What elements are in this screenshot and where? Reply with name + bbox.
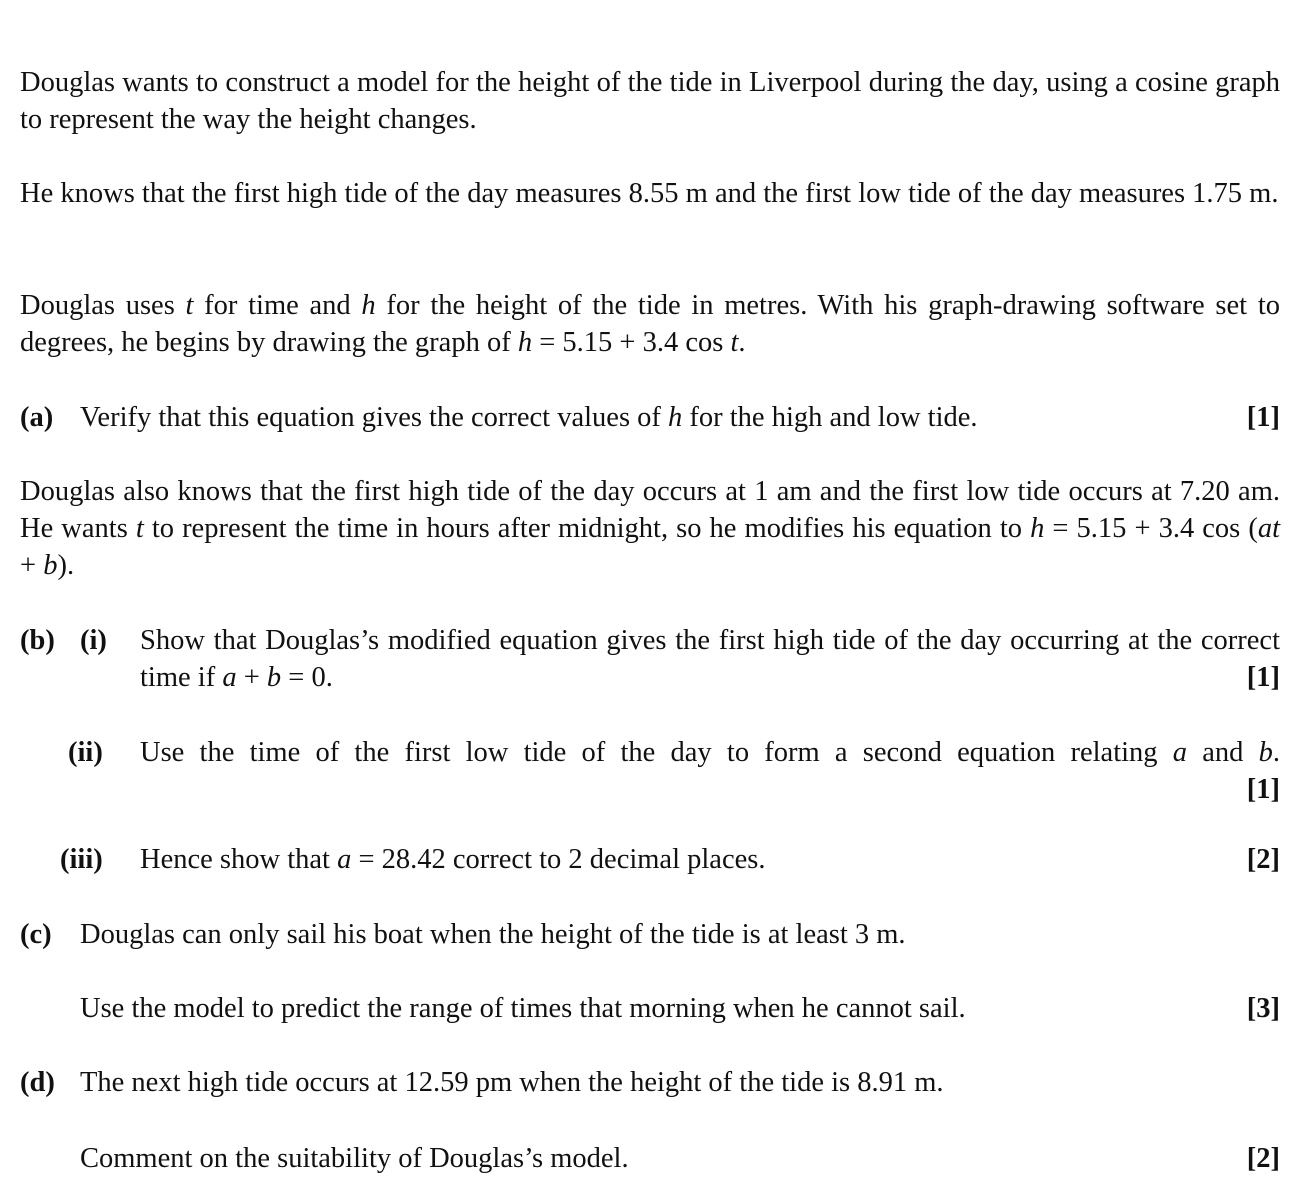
var-b: b — [266, 662, 282, 693]
text: Use the time of the first low tide of the day to form a second equation relating — [140, 737, 1173, 768]
var-b: b — [1258, 737, 1273, 768]
var-a: a — [1172, 737, 1188, 768]
equation-text: = 5.15 + 3.4 cos ( — [1044, 513, 1258, 544]
part-label: (c) — [20, 919, 52, 950]
subpart-label: (ii) — [68, 737, 103, 768]
marks: [1] — [1246, 774, 1280, 805]
marks: [1] — [1246, 662, 1280, 693]
var-h: h — [361, 290, 376, 321]
text: + — [236, 662, 267, 693]
text: . — [738, 327, 746, 358]
text: for the height of the tide in metres. With his graph-drawing software set to degrees, he begins by drawing the graph of — [20, 290, 1280, 358]
text: = 0. — [281, 662, 333, 693]
var-b: b — [43, 550, 58, 581]
question-text: Use the model to predict the range of times that morning when he cannot sail. — [80, 993, 966, 1024]
intro-paragraph-3 — [20, 287, 1280, 361]
text: Douglas uses — [20, 290, 186, 321]
text: Hence show that — [140, 844, 338, 875]
text: for the high and low tide. — [682, 402, 978, 433]
part-label: (d) — [20, 1067, 55, 1098]
var-t: t — [135, 513, 144, 544]
text: Douglas also knows that the first high tide of the day occurs at 1 am and the first low tide occurs at 7.20 am. He wants — [20, 476, 1280, 544]
text: . — [1272, 737, 1281, 768]
subpart-label: (iii) — [60, 844, 103, 875]
text: ). — [57, 550, 75, 581]
text: for time and — [193, 290, 362, 321]
part-label: (b) — [20, 625, 55, 656]
text: Verify that this equation gives the correct values of — [80, 402, 669, 433]
intro-paragraph-1: Douglas wants to construct a model for the height of the tide in Liverpool during the day, using a cosine graph to represent the way the height changes. — [20, 67, 1280, 135]
var-h: h — [668, 402, 683, 433]
text: and — [1187, 737, 1259, 768]
text: = 28.42 correct to 2 decimal places. — [351, 844, 766, 875]
question-text — [140, 622, 1280, 696]
question-text: Douglas can only sail his boat when the height of the tide is at least 3 m. — [80, 919, 906, 950]
subpart-label: (i) — [80, 625, 107, 656]
var-h: h — [517, 327, 533, 358]
question-text — [140, 841, 765, 878]
marks: [2] — [1246, 844, 1280, 875]
text: to represent the time in hours after midnight, so he modifies his equation to — [143, 513, 1031, 544]
text: Show that Douglas’s modified equation gives the first high tide of the day occurring at the correct time if — [140, 625, 1280, 693]
marks: [3] — [1246, 993, 1280, 1024]
marks: [1] — [1246, 402, 1280, 433]
var-h: h — [1030, 513, 1045, 544]
marks: [2] — [1246, 1143, 1280, 1174]
question-text: Comment on the suitability of Douglas’s model. — [80, 1143, 629, 1174]
text: + — [20, 550, 44, 581]
intro-paragraph-2: He knows that the first high tide of the day measures 8.55 m and the first low tide of the day measures 1.75 m. — [20, 178, 1279, 209]
question-text — [140, 734, 1280, 771]
var-a: a — [222, 662, 237, 693]
part-label: (a) — [20, 402, 54, 433]
var-a: a — [337, 844, 352, 875]
var-at: at — [1257, 513, 1280, 544]
equation-text: = 5.15 + 3.4 cos — [532, 327, 731, 358]
paragraph-4 — [20, 473, 1280, 584]
var-t: t — [730, 327, 739, 358]
question-text — [80, 399, 978, 436]
question-text: The next high tide occurs at 12.59 pm when the height of the tide is 8.91 m. — [80, 1067, 944, 1098]
var-t: t — [185, 290, 194, 321]
